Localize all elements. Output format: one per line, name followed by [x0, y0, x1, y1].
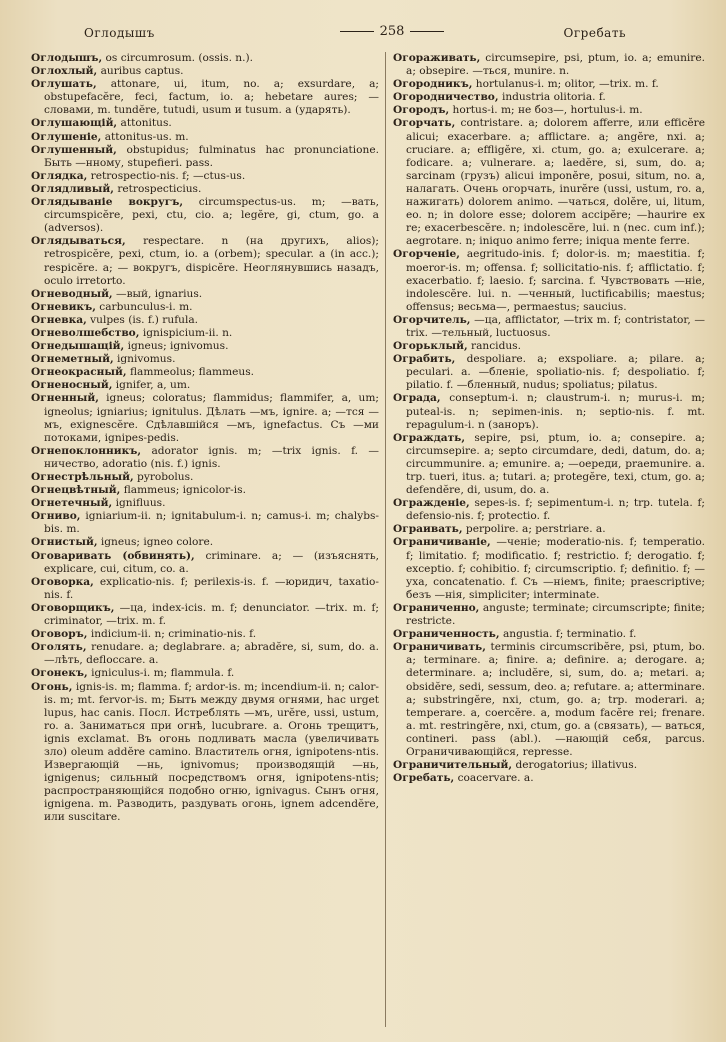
entry-headword: Ограничительный,	[393, 759, 513, 772]
entry-definition: os circumrosum. (ossis. n.).	[105, 52, 254, 64]
dictionary-entry	[31, 392, 379, 444]
dictionary-entry	[31, 235, 379, 287]
dictionary-entry	[393, 353, 705, 392]
entry-headword: Огнецвѣтный,	[31, 484, 121, 497]
entry-definition: circumsepire, psi, ptum, io. a; emunire. a; obsepire. —ться, munire. n.	[406, 52, 706, 78]
dictionary-entry	[31, 641, 379, 667]
entry-definition: pyrobolus.	[137, 471, 194, 483]
entry-definition: rancidus.	[471, 340, 521, 353]
entry-definition: explicatio-nis. f; perilexis-is. f. —юридич, taxatio-nis. f.	[44, 575, 380, 601]
entry-definition: ignispicium-ii. n.	[142, 326, 233, 339]
entry-headword: Огненосный,	[31, 379, 113, 392]
dictionary-entry	[31, 628, 379, 641]
dictionary-entry	[31, 366, 379, 379]
dictionary-entry	[31, 667, 379, 680]
entry-headword: Ограждать,	[393, 431, 466, 444]
entry-headword: Оглядливый,	[31, 182, 114, 195]
entry-headword: Огородничество,	[393, 91, 499, 104]
entry-definition: retrospectio-nis. f; —ctus-us.	[90, 169, 246, 182]
dictionary-entry	[31, 301, 379, 314]
entry-headword: Оговорщикъ,	[31, 601, 115, 614]
entry-definition: igniarium-ii. n; ignitabulum-i. n; camus-i. m; chalybs-bis. m.	[44, 510, 379, 536]
dictionary-entry	[393, 432, 705, 497]
entry-definition: attonare, ui, itum, no. a; exsurdare, a; obstupefacĕre, feci, factum, io. a; hebetare aures; — словами, m. tundĕre, tutudi, usum и tusum. a (ударять).	[44, 78, 379, 117]
entry-definition: —вый, ignarius.	[116, 287, 203, 300]
entry-headword: Оглушающій,	[31, 117, 118, 130]
dictionary-entry	[31, 550, 379, 576]
column-divider	[385, 52, 386, 1027]
entry-headword: Огненный,	[31, 392, 99, 405]
entry-definition: derogatorius; illativus.	[515, 759, 638, 772]
dictionary-entry	[393, 78, 705, 91]
dictionary-entry	[393, 104, 705, 117]
dictionary-entry	[393, 497, 705, 523]
entry-definition: attonitus.	[120, 117, 172, 130]
dictionary-entry	[31, 536, 379, 549]
entry-definition: sepes-is. f; sepimentum-i. n; trp. tutela. f; defensio-nis. f; protectio. f.	[406, 497, 705, 523]
dictionary-entry	[31, 340, 379, 353]
entry-headword: Ограничиваніе,	[393, 536, 491, 549]
dictionary-entry	[31, 314, 379, 327]
dictionary-entry	[31, 602, 379, 628]
rule-left	[340, 31, 374, 32]
entry-definition: industria olitoria. f.	[501, 91, 606, 104]
entry-headword: Огражденіе,	[393, 497, 470, 510]
dictionary-entry	[393, 536, 705, 601]
left-column	[31, 52, 379, 825]
entry-headword: Огорчать,	[393, 117, 456, 130]
entry-definition: coacervare. a.	[457, 772, 534, 785]
entry-headword: Огорьклый,	[393, 340, 468, 353]
entry-definition: contristare. a; dolorem afferre, или efficĕre alicui; exacerbare. a; afflictare. a; angĕre, nxi. a; cruciare. a; effligĕre, xi. ctum, go. a; exulcerare. a; fodicare. a; vulnerare. a; laedĕre, si, sum, do. a; sarcinam (грузъ) alicui imponĕre, posui, situm, no. a, налагать. Очень огорчать, inurĕre (ussi, ustum, ro. a, нажигать) dolorem animo. —чаться, dolĕre, ui, litum, eo. n; in dolore esse; dolorem accipĕre; —haurire ex re; exacerbescĕre. n; indolescĕre, lui. n (nec. cum inf.); aegrotare. n; iniquo animo ferre; iniqua mente ferre.	[406, 117, 705, 248]
entry-headword: Огнистый,	[31, 536, 98, 549]
dictionary-entry	[31, 117, 379, 130]
entry-definition: igniculus-i. m; flammula. f.	[91, 667, 235, 680]
running-head-right: Огребать	[563, 26, 626, 40]
entry-headword: Огнетечный,	[31, 497, 113, 510]
dictionary-entry	[31, 681, 379, 825]
entry-definition: flammeolus; flammeus.	[129, 366, 255, 379]
entry-definition: aegritudo-inis. f; dolor-is. m; maestitia. f; moeror-is. m; offensa. f; sollicitatio-nis. f; afflictatio. f; exacerbatio. f; laesio. f; sarcina. f. Чувствовать —ніе, indolescĕre. lui. n. —ченный, luctificabilis; maestus; offensus; весьма—, permaestus; saucius.	[406, 248, 705, 313]
entry-headword: Огорчитель,	[393, 313, 471, 326]
dictionary-entry	[31, 471, 379, 484]
dictionary-entry	[393, 248, 705, 313]
dictionary-entry	[31, 52, 379, 65]
entry-definition: igneus; ignivomus.	[127, 340, 229, 353]
entry-headword: Огнепоклонникъ,	[31, 444, 142, 457]
entry-headword: Огнеокрасный,	[31, 366, 127, 379]
page-number-block	[332, 24, 452, 39]
entry-headword: Оглушать,	[31, 78, 97, 91]
entry-headword: Огораживать,	[393, 52, 481, 64]
page-number: 258	[379, 24, 405, 39]
entry-definition: igneus; igneo colore.	[100, 536, 214, 549]
entry-headword: Огородъ,	[393, 104, 450, 117]
dictionary-entry	[31, 183, 379, 196]
entry-headword: Оговаривать (обвинять),	[31, 549, 195, 562]
entry-headword: Огневикъ,	[31, 300, 96, 313]
entry-headword: Огнестрѣльный,	[31, 471, 134, 483]
dictionary-entry	[31, 353, 379, 366]
entry-definition: attonitus-us. m.	[104, 130, 189, 143]
entry-headword: Огорченіе,	[393, 248, 460, 261]
dictionary-entry	[393, 91, 705, 104]
entry-definition: igneus; coloratus; flammidus; flammifer, a, um; igneolus; igniarius; ignitulus. Дѣлать —мъ, ignire. a; —тся —мъ, exignescĕre. Сдѣлавшійся —мъ, ignefactus. Съ —ми потоками, ignipes-pedis.	[44, 392, 379, 444]
dictionary-entry	[393, 772, 705, 785]
entry-definition: —ца, afflictator, —trix m. f; contristator, —trix. —тельный, luctuosus.	[406, 313, 705, 339]
entry-headword: Ограниченность,	[393, 628, 500, 641]
entry-headword: Огниво,	[31, 510, 81, 523]
entry-definition: conseptum-i. n; claustrum-i. n; murus-i. m; puteal-is. n; sepimen-inis. n; septio-nis. f. mt. repagulum-i. n (заноръ).	[406, 392, 705, 431]
entry-definition: renudare. a; deglabrare. a; abradĕre, si, sum, do. a. —лѣть, deflocсare. a.	[44, 641, 379, 667]
entry-definition: flammeus; ignicolor-is.	[123, 484, 246, 497]
entry-headword: Оглушеніе,	[31, 130, 102, 143]
running-head-left: Оглодышъ	[84, 26, 155, 40]
entry-definition: circumspectus-us. m; —вать, circumspicĕre, pexi, ctu, cio. a; legĕre, gi, ctum, go. a (adversos).	[44, 196, 379, 235]
dictionary-entry	[393, 117, 705, 248]
entry-definition: ignifluus.	[115, 497, 166, 510]
entry-headword: Ограниченно,	[393, 601, 480, 614]
dictionary-entry	[31, 484, 379, 497]
entry-definition: respectare. n (на другихъ, alios); retrospicĕre, pexi, ctum, io. a (orbem); specular. a (in acc.); respicĕre. a; — вокругъ, dispicĕre. Неоглянувшись назадъ, oculo irretorto.	[44, 235, 379, 287]
dictionary-entry	[393, 340, 705, 353]
dictionary-entry	[31, 78, 379, 117]
entry-definition: perpolire. a; perstriare. a.	[465, 523, 606, 536]
entry-headword: Ограничивать,	[393, 641, 486, 654]
dictionary-entry	[393, 628, 705, 641]
right-column	[393, 52, 705, 785]
entry-definition: carbunculus-i. m.	[99, 300, 193, 313]
entry-definition: vulpes (is. f.) rufula.	[90, 313, 199, 326]
dictionary-entry	[31, 131, 379, 144]
dictionary-entry	[31, 196, 379, 235]
entry-definition: hortulanus-i. m; olitor, —trix. m. f.	[475, 78, 659, 91]
entry-definition: angustia. f; terminatio. f.	[502, 628, 637, 641]
entry-headword: Огребать,	[393, 772, 455, 785]
entry-definition: ignis-is. m; flamma. f; ardor-is. m; incendium-ii. n; calor-is. m; mt. fervor-is. m; Быть между двумя огнями, hac urget lupus, hac canis. Посл. Истреблять —мъ, urĕre, ussi, ustum, ro. a. Заниматься при огнѣ, lucubrare. a. Огонь трещитъ, ignis exclamat. Въ огонь подливать масла (увеличивать зло) oleum addĕre camino. Властитель огня, ignipotens-ntis. Извергающій —нь, ignivomus; производящій —нь, ignigenus; сильный посредствомъ огня, ignipotens-ntis; распространяющійся подобно огню, ignivagus. Сынъ огня, ignigena. m. Разводить, раздувать огонь, ignem adcendĕre, или suscitare.	[44, 680, 380, 824]
entry-definition: —ца, index-icis. m. f; denunciator. —trix. m. f; criminator, —trix. m. f.	[44, 601, 379, 628]
dictionary-entry	[393, 759, 705, 772]
dictionary-entry	[31, 65, 379, 78]
entry-definition: obstupidus; fulminatus hac pronunciatione. Быть —нному, stupefieri. pass.	[44, 143, 379, 169]
entry-definition: indicium-ii. n; criminatio-nis. f.	[90, 628, 257, 641]
dictionary-entry	[393, 314, 705, 340]
entry-headword: Оглядываніе вокругъ,	[31, 196, 184, 209]
dictionary-entry	[31, 327, 379, 340]
dictionary-entry	[31, 379, 379, 392]
entry-headword: Оговоръ,	[31, 628, 88, 641]
entry-headword: Оглохлый,	[31, 65, 98, 78]
entry-headword: Оголять,	[31, 641, 87, 654]
dictionary-entry	[31, 576, 379, 602]
entry-definition: retrospecticius.	[117, 182, 202, 195]
page-header	[30, 24, 696, 46]
entry-headword: Огневолшебство,	[31, 326, 140, 339]
dictionary-entry	[393, 602, 705, 628]
entry-headword: Огородникъ,	[393, 78, 473, 91]
entry-headword: Оглодышъ,	[31, 52, 103, 64]
dictionary-entry	[31, 288, 379, 301]
entry-definition: ignifer, a, um.	[115, 379, 191, 392]
entry-definition: adorator ignis. m; —trix ignis. f. —ничество, adoratio (nis. f.) ignis.	[44, 444, 379, 470]
entry-headword: Огнедышащій,	[31, 340, 125, 353]
entry-definition: despoliare. a; exspoliare. a; pilare. a; peculari. a. —бленіе, spoliatio-nis. f; despoliatio. f; pilatio. f. —бленный, nudus; spoliatus; pilatus.	[406, 353, 706, 392]
entry-definition: —ченіе; moderatio-nis. f; temperatio. f; limitatio. f; modificatio. f; restrictio. f; derogatio. f; exceptio. f; cohibitio. f; circumscriptio. f; definitio. f; —уха, concatenatio. f. Съ —ніемъ, finite; praescriptive; безъ —нія, simpliciter; interminate.	[406, 536, 705, 601]
dictionary-entry	[31, 170, 379, 183]
entry-headword: Ограда,	[393, 392, 441, 405]
entry-definition: auribus captus.	[100, 65, 184, 78]
dictionary-entry	[393, 52, 705, 78]
rule-right	[410, 31, 444, 32]
entry-definition: hortus-i. m; не боз—, hortulus-i. m.	[452, 104, 643, 117]
entry-headword: Огонекъ,	[31, 667, 88, 680]
entry-headword: Оглядка,	[31, 169, 88, 182]
entry-definition: sepire, psi, ptum, io. a; consepire. a; circumsepire. a; septo circumdare, dedi, datum, do. a; circummunire. a; emunire. a; —оереди, praemunire. a. trp. tueri, itus. a; tutari. a; protegĕre, texi, ctum, go. a; defendĕre, di, usum, do. a.	[406, 431, 705, 497]
dictionary-entry	[31, 144, 379, 170]
entry-headword: Оглядываться,	[31, 235, 126, 248]
dictionary-entry	[31, 497, 379, 510]
entry-headword: Огневка,	[31, 313, 87, 326]
entry-headword: Огонь,	[31, 680, 73, 693]
dictionary-entry	[31, 445, 379, 471]
entry-headword: Огнеметный,	[31, 353, 114, 366]
entry-headword: Оговорка,	[31, 575, 94, 588]
entry-definition: terminis circumscribĕre, psi, ptum, bo. a; terminare. a; finire. a; definire. a; derogare. a; determinare. a; includĕre, si, sum, do. a; metari. a; obsidĕre, sedi, sessum, deo. a; refutare. a; atterminare. a; substringĕre, nxi, ctum, go. a; trp. moderari. a; temperare. a, coercĕre. a, modum facĕre rei; frenare. a. mt. restringĕre, nxi, ctum, go. a (связать), — ваться, contineri. pass (abl.). —нающій себя, parcus. Ограничивающійся, represse.	[406, 641, 705, 758]
dictionary-entry	[393, 641, 705, 759]
entry-headword: Ограивать,	[393, 523, 463, 536]
dictionary-entry	[393, 523, 705, 536]
entry-definition: criminare. a; — (изъяснять, explicare, cui, citum, co. a.	[44, 549, 379, 575]
entry-headword: Ограбить,	[393, 353, 456, 366]
entry-definition: anguste; terminate; circumscripte; finite; restricte.	[406, 601, 705, 628]
entry-headword: Огневодный,	[31, 287, 113, 300]
dictionary-entry	[393, 392, 705, 431]
dictionary-entry	[31, 510, 379, 536]
entry-definition: ignivomus.	[117, 353, 176, 366]
entry-headword: Оглушенный,	[31, 143, 117, 156]
